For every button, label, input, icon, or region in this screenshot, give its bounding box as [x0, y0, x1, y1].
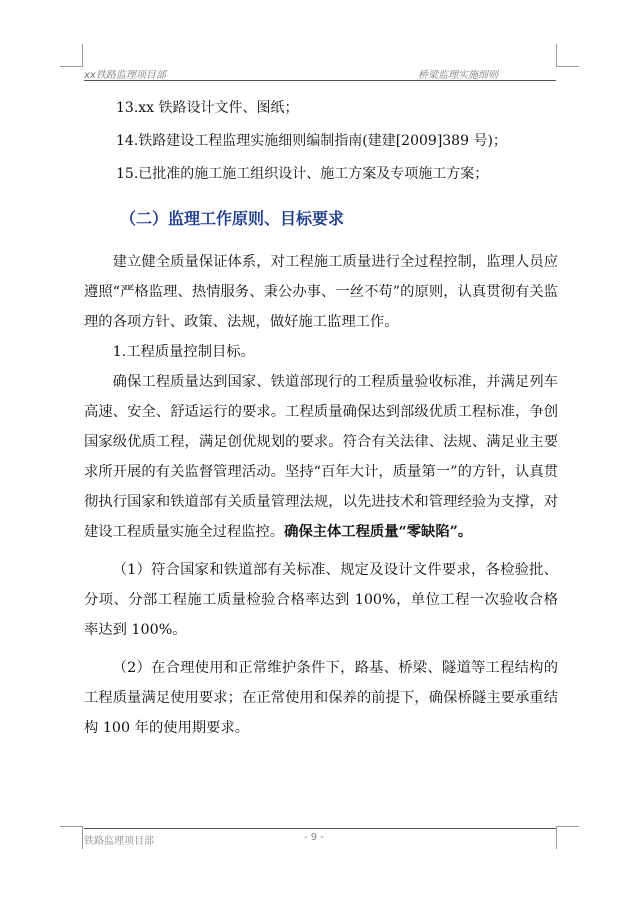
crop-mark-top-right: [556, 44, 579, 67]
crop-mark-top-left: [60, 44, 83, 67]
paragraph-quality-target-text: 确保工程质量达到国家、铁道部现行的工程质量验收标准，并满足列车高速、安全、舒适运行的要求。工程质量确保达到部级优质工程标准，争创国家级优质工程，满足创优规划的要求。符合有关法律、法规、满足业主要求所开展的有关监督管理活动。坚持“百年大计，质量第一”的方针，认真贯彻执行国家和铁道部有关质量管理法规，以先进技术和管理经验为支撑，对建设工程质量实施全过程监控。: [84, 374, 558, 540]
crop-mark-bottom-left: [60, 826, 83, 849]
page-number: - 9 -: [304, 832, 324, 843]
header-left-text: xx铁路监理项目部: [84, 70, 166, 81]
paragraph-item-2: （2）在合理使用和正常维护条件下，路基、桥梁、隧道等工程结构的工程质量满足使用要求；在正常使用和保养的前提下，确保桥隧主要承重结构 100 年的使用期要求。: [84, 660, 558, 736]
paragraph-quality-target-title: 1.工程质量控制目标。: [112, 344, 255, 360]
reference-item-14: 14.铁路建设工程监理实施细则编制指南(建建[2009]389 号)；: [116, 133, 507, 149]
reference-item-13: 13.xx 铁路设计文件、图纸；: [116, 100, 299, 116]
crop-mark-bottom-right: [556, 826, 579, 849]
page-header: [84, 66, 556, 81]
reference-item-15: 15.已批准的施工施工组织设计、施工方案及专项施工方案；: [116, 166, 489, 182]
header-right-text: 桥梁监理实施细则: [418, 70, 498, 81]
footer-left-text: 铁路监理项目部: [84, 836, 154, 847]
zero-defect-emphasis: 确保主体工程质量“零缺陷”。: [284, 524, 473, 540]
paragraph-quality-system: 建立健全质量保证体系，对工程施工质量进行全过程控制，监理人员应遵照“严格监理、热情服务、秉公办事、一丝不苟”的原则，认真贯彻有关监理的各项方针、政策、法规，做好施工监理工作。: [84, 254, 558, 330]
section-heading: （二）监理工作原则、目标要求: [120, 209, 345, 228]
page-footer: [84, 828, 556, 845]
paragraph-quality-target: [84, 367, 558, 547]
document-body: [84, 92, 558, 743]
paragraph-item-1: （1）符合国家和铁道部有关标准、规定及设计文件要求，各检验批、分项、分部工程施工质量检验合格率达到 100%，单位工程一次验收合格率达到 100%。: [84, 562, 558, 638]
